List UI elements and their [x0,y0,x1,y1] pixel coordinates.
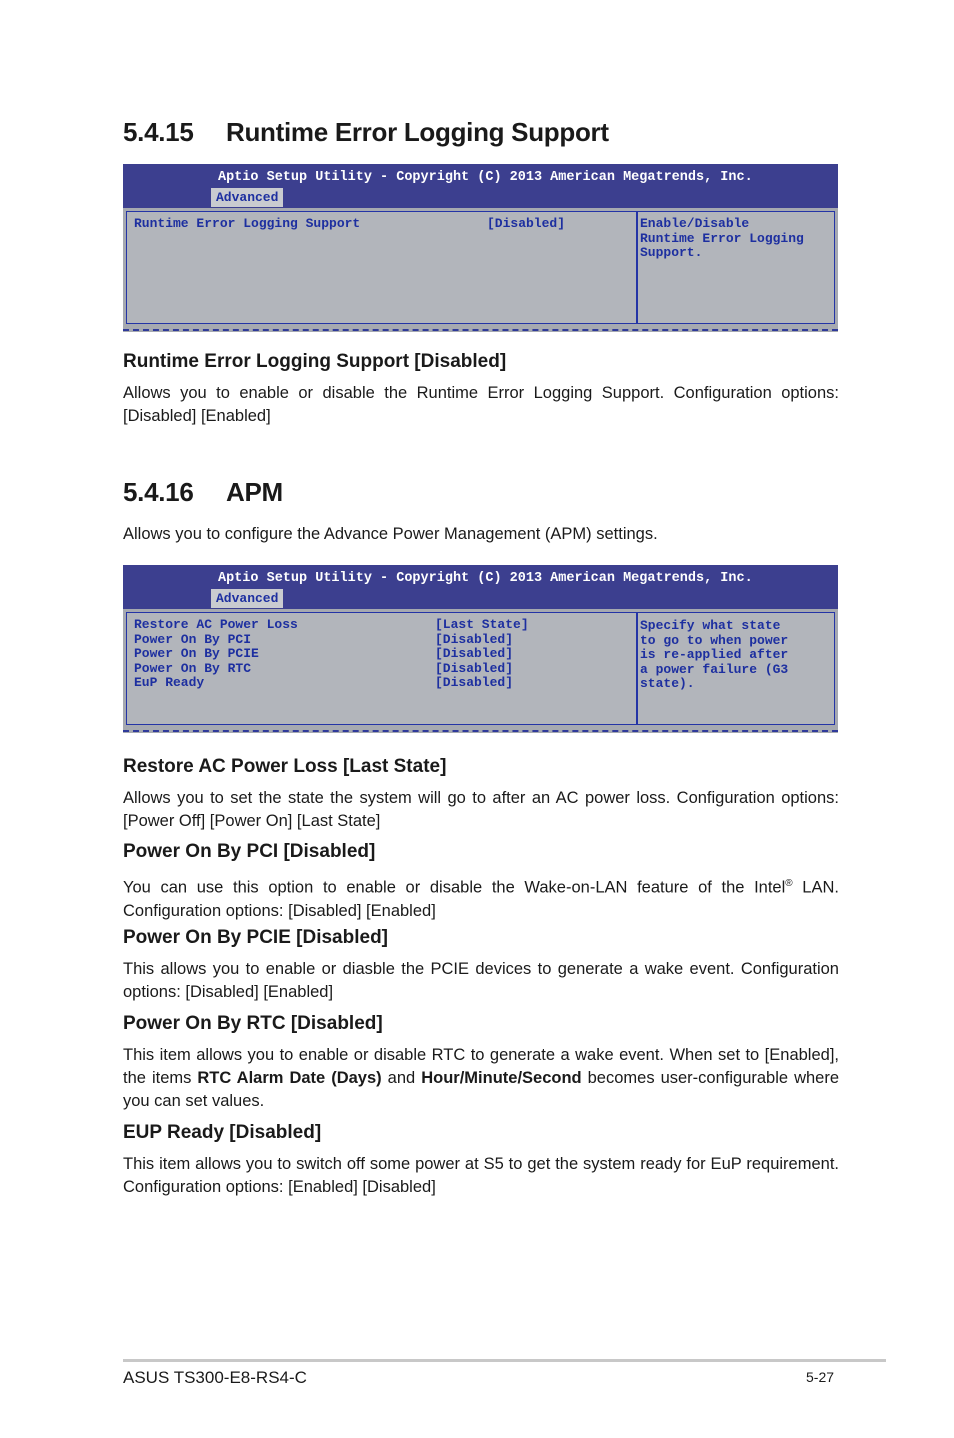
bios-item-value: [Disabled] [435,631,514,647]
bios-item-value: [Disabled] [435,675,514,690]
option-description [123,872,839,923]
option-text: becomes user-configurable where you can set values. [123,1069,840,1110]
option-heading: Runtime Error Logging Support [Disabled] [123,351,507,372]
section-heading-runtime-error [123,117,609,148]
footer-product: ASUS TS300-E8-RS4-C [123,1368,307,1387]
bios-screen-runtime-error [123,164,838,332]
section-intro: Allows you to configure the Advance Power Management (APM) settings. [123,525,658,543]
bios-item-value: [Last State] [435,617,529,632]
option-description: Allows you to set the state the system will go to after an AC power loss. Configuration options: [Power Off] [Power On] [Last State] [123,789,839,830]
bios-header [123,565,838,609]
bios-item-label: EuP Ready [134,675,205,690]
bios-divider [636,613,638,724]
bios-item-value: [Disabled] [487,216,566,231]
option-description: This item allows you to switch off some power at S5 to get the system ready for EuP requirement. Configuration options: [Enabled] [Disabled] [123,1155,839,1196]
option-description: This allows you to enable or diasble the PCIE devices to generate a wake event. Configuration options: [Disabled] [Enabled] [123,960,839,1001]
bios-item-value: [Disabled] [435,660,514,676]
option-text: This item allows you to enable or disable RTC to generate a wake event. When set to [Enabled], the items [123,1046,839,1087]
bios-header-title: Aptio Setup Utility - Copyright (C) 2013 American Megatrends, Inc. [218,571,753,586]
footer-rule [123,1359,886,1362]
option-heading: Power On By PCIE [Disabled] [123,927,388,948]
bios-bottom-dash [123,730,838,732]
bios-help-text: Specify what state to go to when power is re-applied after a power failure (G3 state). [640,618,789,691]
option-description: Allows you to enable or disable the Runtime Error Logging Support. Configuration options: [Disabled] [Enabled] [123,384,839,425]
option-heading: Power On By PCI [Disabled] [123,841,376,862]
bios-header-title: Aptio Setup Utility - Copyright (C) 2013 American Megatrends, Inc. [218,170,753,185]
bios-header [123,164,838,208]
option-text: You can use this option to enable or disable the Wake-on-LAN feature of the Intel [123,878,786,897]
bios-item-value: [Disabled] [435,646,514,661]
bios-help-text: Enable/Disable Runtime Error Logging Support. [640,216,804,260]
bios-divider [636,212,638,323]
section-number: 5.4.15 [123,117,194,147]
bios-item-label: Power On By PCI [134,631,252,647]
bold-term: RTC Alarm Date (Days) [197,1069,382,1087]
option-heading: Restore AC Power Loss [Last State] [123,756,447,777]
section-number: 5.4.16 [123,477,194,507]
section-title: APM [226,477,283,507]
bios-item-label: Power On By RTC [134,660,252,676]
option-text: and [381,1069,422,1087]
section-heading-apm [123,477,283,508]
option-heading: EUP Ready [Disabled] [123,1122,322,1143]
bios-item-label: Runtime Error Logging Support [134,216,361,231]
registered-mark: ® [785,878,793,889]
bios-screen-apm [123,565,838,733]
option-text: LAN. Configuration options: [Disabled] [Enabled] [123,878,839,920]
bios-tab-advanced: Advanced [211,589,283,608]
bios-item-label: Power On By PCIE [134,646,259,661]
bold-term: Hour/Minute/Second [421,1069,582,1087]
bios-item-label: Restore AC Power Loss [134,617,298,632]
bios-body [126,612,835,725]
bios-body [126,211,835,324]
bios-bottom-dash [123,329,838,331]
option-description [123,1044,839,1113]
footer-page-number: 5-27 [806,1369,835,1385]
bios-tab-advanced: Advanced [211,188,283,207]
section-title: Runtime Error Logging Support [226,117,609,147]
option-heading: Power On By RTC [Disabled] [123,1013,383,1034]
